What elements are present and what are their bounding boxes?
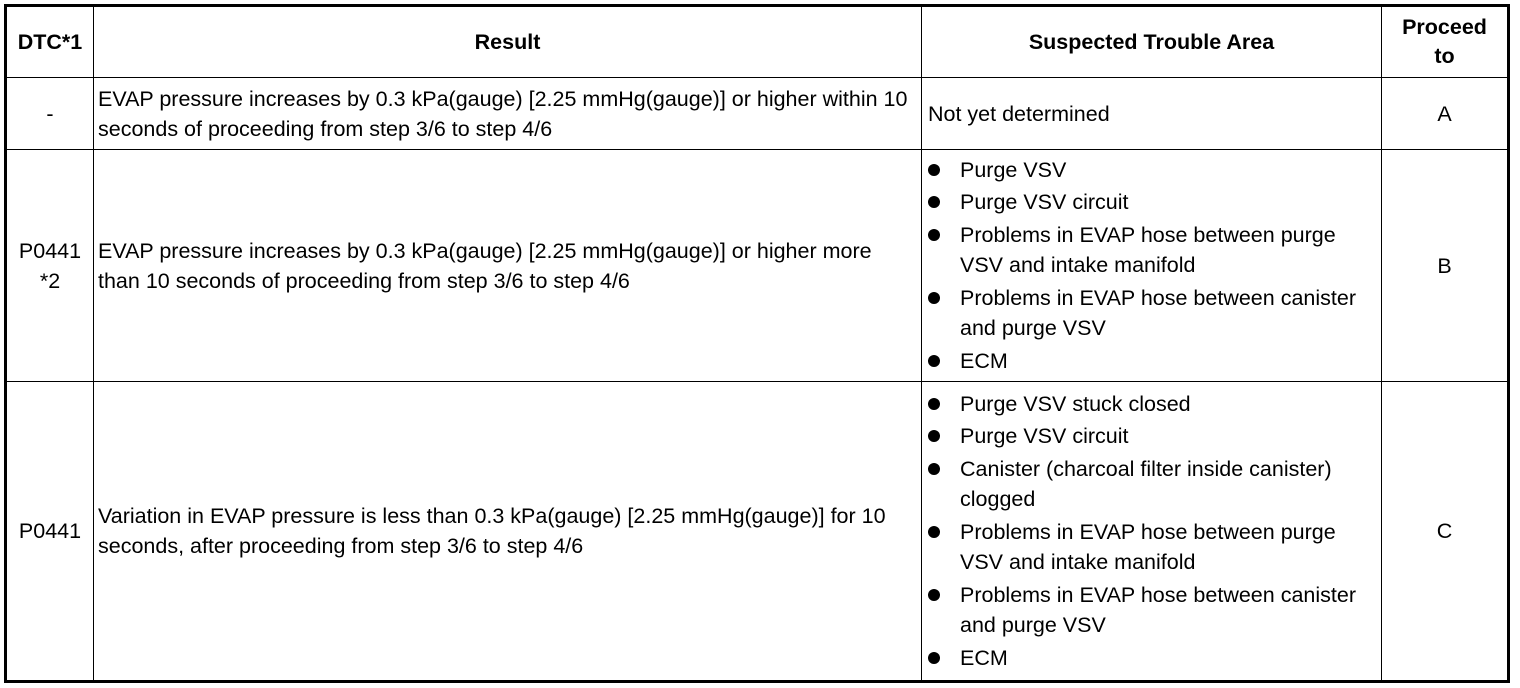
table-header-row xyxy=(6,6,1509,78)
dtc-code-cell xyxy=(6,150,94,382)
list-item xyxy=(926,454,1377,515)
list-item xyxy=(926,580,1377,641)
dtc-code: P0441 xyxy=(18,519,82,543)
bullet-icon xyxy=(928,398,940,410)
bullet-icon xyxy=(928,196,940,208)
proceed-to-cell: C xyxy=(1382,382,1509,682)
bullet-icon xyxy=(928,463,940,475)
dtc-code-cell xyxy=(6,78,94,150)
result-cell: Variation in EVAP pressure is less than 0.3 kPa(gauge) [2.25 mmHg(gauge)] for 10 seconds, after proceeding from step 3/6 to step 4/6 xyxy=(94,382,922,682)
list-item-text: Problems in EVAP hose between purge VSV and intake manifold xyxy=(960,519,1336,575)
suspected-area-cell: Not yet determined xyxy=(922,78,1382,150)
suspected-area-cell xyxy=(922,382,1382,682)
list-item xyxy=(926,187,1377,218)
header-dtc: DTC*1 xyxy=(6,6,94,78)
list-item-text: Purge VSV circuit xyxy=(960,424,1129,449)
list-item xyxy=(926,283,1377,344)
list-item-text: Problems in EVAP hose between purge VSV and intake manifold xyxy=(960,222,1336,278)
list-item xyxy=(926,517,1377,578)
list-item-text: Problems in EVAP hose between canister and purge VSV xyxy=(960,285,1356,341)
table-row xyxy=(6,382,1509,682)
header-proceed-to xyxy=(1382,6,1509,78)
header-result: Result xyxy=(94,6,922,78)
list-item-text: Purge VSV stuck closed xyxy=(960,391,1191,416)
list-item-text: Problems in EVAP hose between canister and purge VSV xyxy=(960,582,1356,638)
bullet-icon xyxy=(928,164,940,176)
list-item-text: Purge VSV xyxy=(960,157,1067,182)
bullet-icon xyxy=(928,430,940,442)
list-item xyxy=(926,389,1377,420)
dtc-table xyxy=(4,4,1510,683)
bullet-icon xyxy=(928,229,940,241)
list-item xyxy=(926,421,1377,452)
bullet-icon xyxy=(928,589,940,601)
dtc-code-cell xyxy=(6,382,94,682)
header-suspected-area: Suspected Trouble Area xyxy=(922,6,1382,78)
bullet-icon xyxy=(928,526,940,538)
bullet-icon xyxy=(928,652,940,664)
list-item-text: ECM xyxy=(960,348,1008,373)
suspected-area-list xyxy=(926,155,1377,377)
suspected-area-list xyxy=(926,389,1377,674)
dtc-footnote: *2 xyxy=(39,268,61,293)
list-item xyxy=(926,220,1377,281)
header-proceed-line1: Proceed xyxy=(1402,15,1487,39)
list-item-text: ECM xyxy=(960,645,1008,670)
bullet-icon xyxy=(928,292,940,304)
list-item xyxy=(926,155,1377,186)
list-item-text: Canister (charcoal filter inside canister) clogged xyxy=(960,456,1332,512)
table-row xyxy=(6,150,1509,382)
header-proceed-line2: to xyxy=(1434,44,1455,68)
list-item xyxy=(926,643,1377,674)
proceed-to-cell: A xyxy=(1382,78,1509,150)
proceed-to-cell: B xyxy=(1382,150,1509,382)
result-cell: EVAP pressure increases by 0.3 kPa(gauge) [2.25 mmHg(gauge)] or higher within 10 seconds of proceeding from step 3/6 to step 4/6 xyxy=(94,78,922,150)
table-row xyxy=(6,78,1509,150)
dtc-code: P0441 xyxy=(18,238,82,263)
bullet-icon xyxy=(928,355,940,367)
list-item xyxy=(926,346,1377,377)
list-item-text: Purge VSV circuit xyxy=(960,190,1129,215)
suspected-area-cell xyxy=(922,150,1382,382)
result-cell: EVAP pressure increases by 0.3 kPa(gauge) [2.25 mmHg(gauge)] or higher more than 10 seconds of proceeding from step 3/6 to step 4/6 xyxy=(94,150,922,382)
dtc-code: - xyxy=(46,101,54,126)
